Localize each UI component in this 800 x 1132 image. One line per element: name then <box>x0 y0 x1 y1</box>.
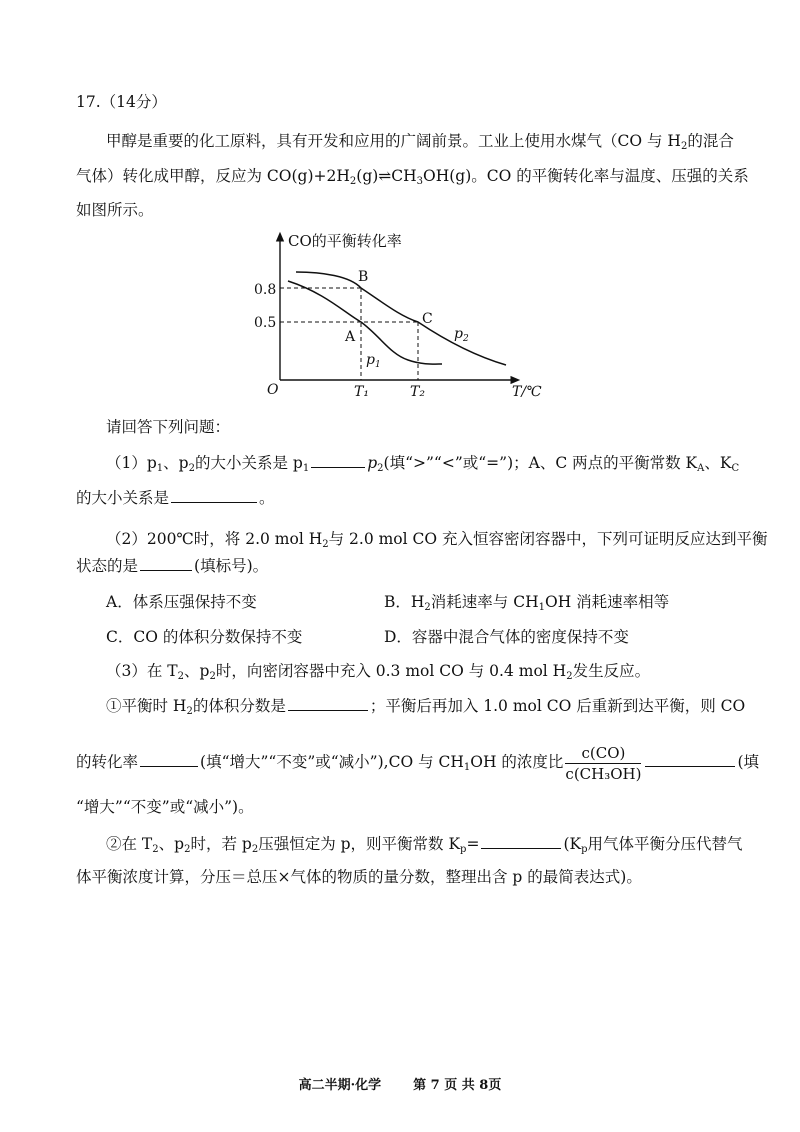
question-number: 17. <box>76 93 101 111</box>
answer-blank-q3-1-conversion[interactable] <box>140 751 198 767</box>
intro-line-3: 如图所示。 <box>76 201 154 219</box>
answer-blank-q3-2-kp[interactable] <box>481 833 561 849</box>
answer-blank-q1-k[interactable] <box>171 487 257 503</box>
intro-line-2: 气体）转化成甲醇，反应为 $CO(g)+2H_2(g)\rightleftharpoons CH_3OH(g)$。CO 的平衡转化率与温度、压强的关系 <box>76 167 749 187</box>
q3-line-1: （3）在 $T_2$、$p_2$时，向密闭容器中充入 0.3 mol CO 与 0.4 mol $H_2$发生反应。 <box>106 662 651 682</box>
option-a: A．体系压强保持不变 <box>106 593 257 611</box>
prompt-text: 请回答下列问题： <box>106 418 231 436</box>
point-label-a: A <box>345 329 356 345</box>
page-footer <box>0 1074 800 1093</box>
series-label-p2: $p_2$ <box>454 326 469 344</box>
option-c: C．CO 的体积分数保持不变 <box>106 628 303 646</box>
footer-page-number: 第 7 页 共 8页 <box>413 1078 502 1093</box>
intro-line-1: 甲醇是重要的化工原料，具有开发和应用的广阔前景。工业上使用水煤气（CO 与 $H_2$的混合 <box>106 132 734 152</box>
concentration-ratio-fraction: $\frac{c(CO)}{\text{c(CH₃OH)}}$ <box>565 743 642 783</box>
q2-line-2: 状态的是 (填标号)。 <box>76 557 269 575</box>
q3-2-line-2: 体平衡浓度计算，分压＝总压×气体的物质的量分数，整理出含 p 的最简表达式)。 <box>76 868 642 886</box>
option-d: D．容器中混合气体的密度保持不变 <box>384 628 629 646</box>
footer-subject: 高二半期·化学 <box>298 1078 382 1093</box>
answer-blank-q3-1-fraction[interactable] <box>288 695 368 711</box>
x-tick-t2: T₂ <box>410 384 425 400</box>
point-label-b: B <box>358 269 369 285</box>
q3-1-line-1: ①平衡时 $H_2$的体积分数是 ；平衡后再加入 1.0 mol CO 后重新到达平衡，则 CO <box>106 697 746 717</box>
series-label-p1: $p_1$ <box>366 352 381 370</box>
y-tick-0-5: 0.5 <box>254 315 277 331</box>
answer-blank-q1-pressure[interactable] <box>311 452 365 468</box>
x-axis-label: T/℃ <box>512 384 542 400</box>
origin-label: O <box>267 382 279 398</box>
co-conversion-chart <box>254 228 560 408</box>
q3-1-line-2: 的转化率 (填“增大”“不变”或“减小”),CO 与 $CH_1OH$ 的浓度比 $\frac{c(CO)}{\text{c(CH₃OH)}}$ (填 <box>76 743 760 783</box>
answer-blank-q2[interactable] <box>140 555 192 571</box>
q1-line-2: 的大小关系是 。 <box>76 489 275 507</box>
q1-line-1: $(1)p_1$、$p_2$的大小关系是 $p_1$ $p_2$(填“>”“<”或“=”)；A、C 两点的平衡常数 $K_A$、$K_C$ <box>106 454 740 474</box>
chart-title: CO的平衡转化率 <box>288 232 402 250</box>
question-header <box>76 92 167 112</box>
y-tick-0-8: 0.8 <box>254 282 277 298</box>
question-score: （14分） <box>100 93 167 111</box>
answer-blank-q3-1-ratio[interactable] <box>645 751 735 767</box>
option-b: B．$H_2$消耗速率与 $CH_1OH$ 消耗速率相等 <box>384 593 670 613</box>
q3-1-line-3: “增大”“不变”或“减小”)。 <box>76 798 254 816</box>
curve-p2 <box>296 272 506 365</box>
x-tick-t1: T₁ <box>354 384 369 400</box>
q2-line-1: （2）200℃时，将 2.0 mol $H_2$与 2.0 mol CO 充入恒容密闭容器中，下列可证明反应达到平衡 <box>106 530 768 550</box>
point-label-c: C <box>422 311 433 327</box>
q3-2-line-1: ②在 $T_2$、$p_2$时，若 $p_2$压强恒定为 p，则平衡常数 $K_p= (K_p$用气体平衡分压代替气 <box>106 835 743 855</box>
